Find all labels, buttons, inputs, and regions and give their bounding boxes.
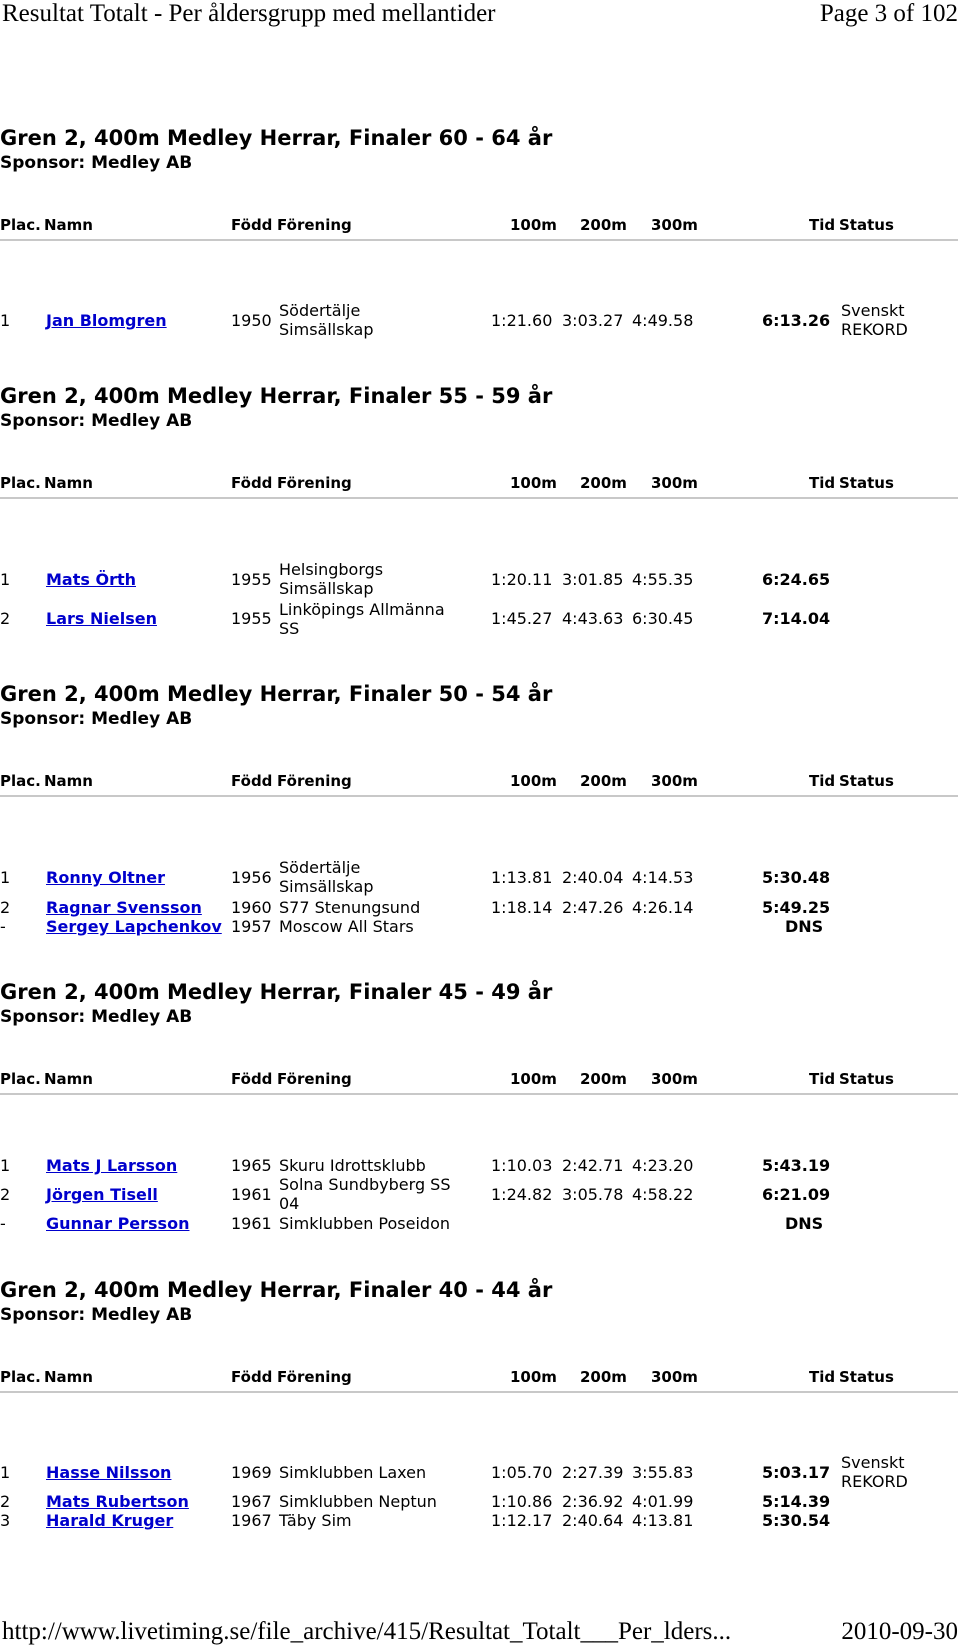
final-time: 5:43.19	[762, 1156, 831, 1175]
split-200: 2:40.04	[562, 868, 624, 887]
row-plac: -	[0, 917, 6, 936]
athlete-link[interactable]: Ragnar Svensson	[46, 898, 202, 917]
split-300: 4:49.58	[632, 311, 694, 330]
col-plac: Plac.	[0, 772, 41, 790]
col-namn: Namn	[44, 216, 93, 234]
row-status: Svenskt	[841, 1453, 905, 1472]
row-year: 1955	[231, 570, 272, 589]
col-300m: 300m	[651, 772, 698, 790]
col-forening: Förening	[277, 772, 352, 790]
page-header	[0, 0, 960, 34]
col-namn: Namn	[44, 1070, 93, 1088]
athlete-link[interactable]: Jan Blomgren	[46, 311, 167, 330]
event-section	[0, 980, 960, 1240]
row-club: 04	[279, 1194, 300, 1213]
col-tid: Tid	[809, 216, 836, 234]
col-tid: Tid	[809, 772, 836, 790]
split-100: 1:05.70	[491, 1463, 553, 1482]
row-year: 1961	[231, 1214, 272, 1233]
final-time: 6:21.09	[762, 1185, 831, 1204]
row-status: Svenskt	[841, 301, 905, 320]
split-100: 1:13.81	[491, 868, 553, 887]
col-fodd: Född	[231, 216, 273, 234]
row-plac: 1	[0, 570, 11, 589]
row-club: Simsällskap	[279, 320, 374, 339]
col-plac: Plac.	[0, 1070, 41, 1088]
athlete-link[interactable]: Mats J Larsson	[46, 1156, 178, 1175]
col-namn: Namn	[44, 474, 93, 492]
split-300: 4:23.20	[632, 1156, 694, 1175]
col-namn: Namn	[44, 1368, 93, 1386]
row-status: REKORD	[841, 1472, 908, 1491]
split-100: 1:12.17	[491, 1511, 553, 1530]
row-club: Simsällskap	[279, 877, 374, 896]
row-club: Södertälje	[279, 858, 361, 877]
row-plac: 1	[0, 868, 11, 887]
col-200m: 200m	[580, 1368, 627, 1386]
split-200: 4:43.63	[562, 609, 624, 628]
split-200: 3:01.85	[562, 570, 624, 589]
col-200m: 200m	[580, 216, 627, 234]
row-year: 1969	[231, 1463, 272, 1482]
col-300m: 300m	[651, 1368, 698, 1386]
final-time: 7:14.04	[762, 609, 831, 628]
final-time: 5:30.54	[762, 1511, 831, 1530]
event-sponsor: Sponsor: Medley AB	[0, 1305, 193, 1325]
final-time: 5:49.25	[762, 898, 831, 917]
col-100m: 100m	[510, 772, 557, 790]
col-fodd: Född	[231, 474, 273, 492]
split-300: 4:58.22	[632, 1185, 694, 1204]
col-100m: 100m	[510, 216, 557, 234]
row-year: 1961	[231, 1185, 272, 1204]
col-plac: Plac.	[0, 1368, 41, 1386]
header-divider	[0, 795, 958, 797]
row-club: Täby Sim	[279, 1511, 352, 1530]
final-time: DNS	[785, 1214, 824, 1233]
split-200: 2:27.39	[562, 1463, 624, 1482]
split-200: 3:05.78	[562, 1185, 624, 1204]
row-plac: 2	[0, 1185, 11, 1204]
event-sponsor: Sponsor: Medley AB	[0, 411, 193, 431]
col-status: Status	[839, 772, 894, 790]
split-100: 1:45.27	[491, 609, 553, 628]
athlete-link[interactable]: Sergey Lapchenkov	[46, 917, 222, 936]
col-300m: 300m	[651, 1070, 698, 1088]
col-forening: Förening	[277, 474, 352, 492]
final-time: 5:14.39	[762, 1492, 831, 1511]
row-plac: 2	[0, 609, 11, 628]
col-fodd: Född	[231, 1368, 273, 1386]
split-300: 6:30.45	[632, 609, 694, 628]
event-section	[0, 384, 960, 644]
event-sponsor: Sponsor: Medley AB	[0, 1007, 193, 1027]
athlete-link[interactable]: Hasse Nilsson	[46, 1463, 172, 1482]
col-100m: 100m	[510, 1070, 557, 1088]
col-status: Status	[839, 1070, 894, 1088]
footer-url: http://www.livetiming.se/file_archive/415/Resultat_Totalt___Per_lders...	[2, 1618, 732, 1645]
page-number: Page 3 of 102	[819, 0, 958, 27]
row-year: 1955	[231, 609, 272, 628]
col-status: Status	[839, 1368, 894, 1386]
split-100: 1:18.14	[491, 898, 553, 917]
split-300: 4:55.35	[632, 570, 694, 589]
event-section	[0, 682, 960, 942]
col-namn: Namn	[44, 772, 93, 790]
row-year: 1950	[231, 311, 272, 330]
row-plac: 1	[0, 311, 11, 330]
row-club: Solna Sundbyberg SS	[279, 1175, 451, 1194]
row-club: Simklubben Poseidon	[279, 1214, 450, 1233]
final-time: 6:13.26	[762, 311, 831, 330]
event-title: Gren 2, 400m Medley Herrar, Finaler 60 - 64 år	[0, 126, 553, 150]
split-200: 2:42.71	[562, 1156, 624, 1175]
row-year: 1967	[231, 1511, 272, 1530]
row-year: 1957	[231, 917, 272, 936]
col-100m: 100m	[510, 474, 557, 492]
event-title: Gren 2, 400m Medley Herrar, Finaler 40 - 44 år	[0, 1278, 553, 1302]
col-fodd: Född	[231, 772, 273, 790]
event-title: Gren 2, 400m Medley Herrar, Finaler 55 - 59 år	[0, 384, 553, 408]
col-tid: Tid	[809, 1070, 836, 1088]
col-fodd: Född	[231, 1070, 273, 1088]
row-club: SS	[279, 619, 300, 638]
final-time: 6:24.65	[762, 570, 831, 589]
page-footer	[0, 1618, 960, 1652]
row-club: Simklubben Neptun	[279, 1492, 437, 1511]
col-forening: Förening	[277, 216, 352, 234]
header-divider	[0, 497, 958, 499]
split-300: 3:55.83	[632, 1463, 694, 1482]
event-section	[0, 126, 960, 346]
row-club: Moscow All Stars	[279, 917, 414, 936]
row-club: S77 Stenungsund	[279, 898, 421, 917]
header-divider	[0, 1391, 958, 1393]
col-forening: Förening	[277, 1070, 352, 1088]
col-300m: 300m	[651, 216, 698, 234]
athlete-link[interactable]: Gunnar Persson	[46, 1214, 190, 1233]
row-club: Skuru Idrottsklubb	[279, 1156, 426, 1175]
row-year: 1956	[231, 868, 272, 887]
split-300: 4:13.81	[632, 1511, 694, 1530]
col-200m: 200m	[580, 1070, 627, 1088]
col-100m: 100m	[510, 1368, 557, 1386]
split-200: 2:40.64	[562, 1511, 624, 1530]
row-club: Linköpings Allmänna	[279, 600, 445, 619]
athlete-link[interactable]: Jörgen Tisell	[46, 1185, 158, 1204]
col-tid: Tid	[809, 474, 836, 492]
col-200m: 200m	[580, 772, 627, 790]
header-divider	[0, 1093, 958, 1095]
final-time: DNS	[785, 917, 824, 936]
col-forening: Förening	[277, 1368, 352, 1386]
split-100: 1:20.11	[491, 570, 553, 589]
split-200: 2:36.92	[562, 1492, 624, 1511]
row-club: Simsällskap	[279, 579, 374, 598]
col-plac: Plac.	[0, 474, 41, 492]
row-club: Helsingborgs	[279, 560, 384, 579]
row-year: 1967	[231, 1492, 272, 1511]
athlete-link[interactable]: Mats Rubertson	[46, 1492, 189, 1511]
event-sponsor: Sponsor: Medley AB	[0, 709, 193, 729]
final-time: 5:30.48	[762, 868, 831, 887]
footer-date: 2010-09-30	[841, 1618, 958, 1645]
row-status: REKORD	[841, 320, 908, 339]
athlete-link[interactable]: Mats Örth	[46, 570, 136, 589]
split-300: 4:14.53	[632, 868, 694, 887]
header-divider	[0, 239, 958, 241]
col-300m: 300m	[651, 474, 698, 492]
athlete-link[interactable]: Harald Kruger	[46, 1511, 174, 1530]
row-club: Södertälje	[279, 301, 361, 320]
row-plac: 2	[0, 1492, 11, 1511]
event-title: Gren 2, 400m Medley Herrar, Finaler 50 - 54 år	[0, 682, 553, 706]
row-plac: 2	[0, 898, 11, 917]
row-plac: 3	[0, 1511, 11, 1530]
row-plac: 1	[0, 1463, 11, 1482]
final-time: 5:03.17	[762, 1463, 831, 1482]
split-100: 1:24.82	[491, 1185, 553, 1204]
col-200m: 200m	[580, 474, 627, 492]
athlete-link[interactable]: Lars Nielsen	[46, 609, 157, 628]
split-200: 2:47.26	[562, 898, 624, 917]
col-status: Status	[839, 474, 894, 492]
event-sponsor: Sponsor: Medley AB	[0, 153, 193, 173]
col-status: Status	[839, 216, 894, 234]
event-section	[0, 1278, 960, 1538]
row-club: Simklubben Laxen	[279, 1463, 427, 1482]
split-300: 4:01.99	[632, 1492, 694, 1511]
document-title: Resultat Totalt - Per åldersgrupp med mellantider	[2, 0, 496, 27]
split-200: 3:03.27	[562, 311, 624, 330]
row-year: 1965	[231, 1156, 272, 1175]
split-100: 1:21.60	[491, 311, 553, 330]
col-tid: Tid	[809, 1368, 836, 1386]
event-title: Gren 2, 400m Medley Herrar, Finaler 45 - 49 år	[0, 980, 553, 1004]
split-100: 1:10.03	[491, 1156, 553, 1175]
row-plac: 1	[0, 1156, 11, 1175]
split-300: 4:26.14	[632, 898, 694, 917]
athlete-link[interactable]: Ronny Oltner	[46, 868, 165, 887]
row-year: 1960	[231, 898, 272, 917]
col-plac: Plac.	[0, 216, 41, 234]
row-plac: -	[0, 1214, 6, 1233]
split-100: 1:10.86	[491, 1492, 553, 1511]
